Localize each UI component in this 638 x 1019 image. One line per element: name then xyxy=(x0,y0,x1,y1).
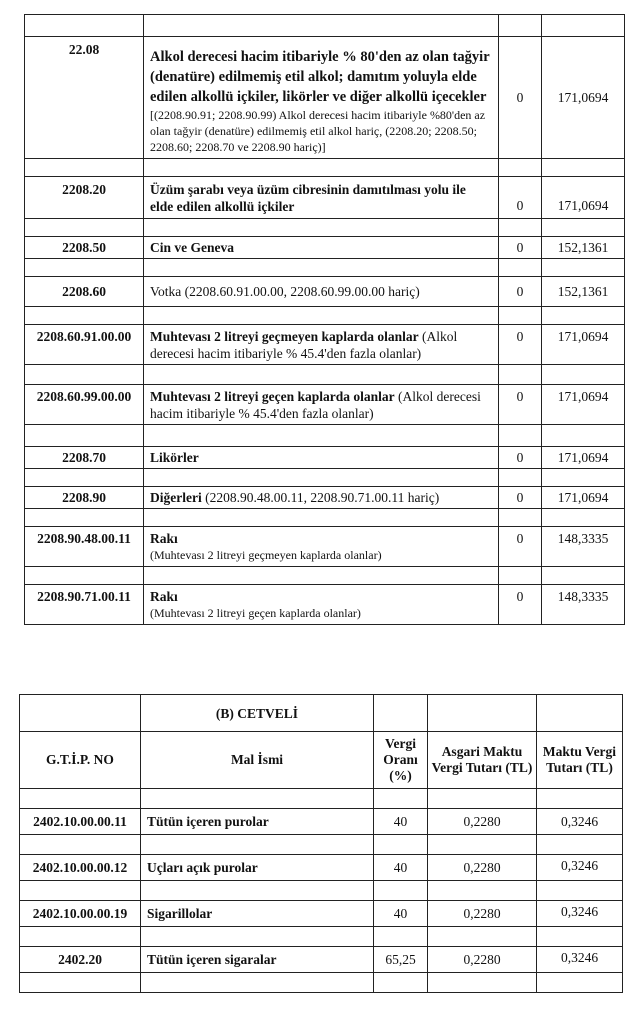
gtip-code: 22.08 xyxy=(25,37,144,159)
item-name-bold: Diğerleri xyxy=(150,490,202,505)
tax-rate: 0 xyxy=(499,37,542,159)
gtip-code: 2208.70 xyxy=(25,447,144,469)
tax-amount: 171,0694 xyxy=(542,447,625,469)
table-row xyxy=(25,277,625,307)
table-header-row xyxy=(20,732,623,789)
table-row-spacer xyxy=(25,159,625,177)
fixed-tax: 0,3246 xyxy=(537,809,623,835)
table-row-spacer xyxy=(20,789,623,809)
table-row xyxy=(25,325,625,365)
tariff-table-b xyxy=(19,694,623,993)
item-name xyxy=(144,585,499,625)
table-row-spacer xyxy=(25,259,625,277)
gtip-code: 2208.60.99.00.00 xyxy=(25,385,144,425)
header-gtip-no: G.T.İ.P. NO xyxy=(20,732,141,789)
gtip-code: 2208.50 xyxy=(25,237,144,259)
tax-rate: 65,25 xyxy=(374,947,428,973)
gtip-code: 2402.10.00.00.11 xyxy=(20,809,141,835)
item-name: Uçları açık purolar xyxy=(141,855,374,881)
fixed-tax: 0,3246 xyxy=(537,901,623,927)
item-name-bold: Rakı xyxy=(150,589,178,604)
min-fixed-tax: 0,2280 xyxy=(428,901,537,927)
gtip-code: 2402.10.00.00.12 xyxy=(20,855,141,881)
tax-rate: 40 xyxy=(374,901,428,927)
tax-amount: 152,1361 xyxy=(542,277,625,307)
gtip-code: 2402.20 xyxy=(20,947,141,973)
item-name-note: (Muhtevası 2 litreyi geçen kaplarda olanlar) xyxy=(150,606,361,620)
item-name-bold: Rakı xyxy=(150,531,178,546)
table-row xyxy=(25,585,625,625)
tax-rate: 0 xyxy=(499,385,542,425)
item-name xyxy=(144,37,499,159)
table-row xyxy=(25,237,625,259)
item-name: Tütün içeren purolar xyxy=(141,809,374,835)
table-row-spacer xyxy=(25,509,625,527)
tax-amount: 171,0694 xyxy=(542,37,625,159)
tax-amount: 171,0694 xyxy=(542,177,625,219)
gtip-code: 2402.10.00.00.19 xyxy=(20,901,141,927)
tax-rate: 0 xyxy=(499,527,542,567)
item-name-note: (Muhtevası 2 litreyi geçmeyen kaplarda olanlar) xyxy=(150,548,382,562)
table-row xyxy=(20,809,623,835)
tariff-table-a xyxy=(24,14,625,625)
header-tax-rate: Vergi Oranı (%) xyxy=(374,732,428,789)
table-row-spacer xyxy=(25,365,625,385)
header-item-name: Mal İsmi xyxy=(141,732,374,789)
gtip-code: 2208.20 xyxy=(25,177,144,219)
item-name-plain: (2208.90.48.00.11, 2208.90.71.00.11 hariç) xyxy=(205,490,440,505)
tax-rate: 40 xyxy=(374,855,428,881)
table-row xyxy=(25,177,625,219)
gtip-code: 2208.60.91.00.00 xyxy=(25,325,144,365)
table-row-spacer xyxy=(20,973,623,993)
item-name xyxy=(144,527,499,567)
tax-rate: 0 xyxy=(499,585,542,625)
min-fixed-tax: 0,2280 xyxy=(428,947,537,973)
table-title: (B) CETVELİ xyxy=(141,695,374,732)
tax-rate: 0 xyxy=(499,487,542,509)
table-title-row xyxy=(20,695,623,732)
header-min-fixed-tax: Asgari Maktu Vergi Tutarı (TL) xyxy=(428,732,537,789)
item-name: Votka (2208.60.91.00.00, 2208.60.99.00.00 hariç) xyxy=(144,277,499,307)
tax-rate: 40 xyxy=(374,809,428,835)
item-name-plain: (Alkol derecesi hacim itibariyle % 45.4'den fazla olanlar) xyxy=(150,329,458,361)
tax-amount: 171,0694 xyxy=(542,325,625,365)
table-row-spacer xyxy=(25,567,625,585)
table-row-spacer xyxy=(20,881,623,901)
table-row-spacer xyxy=(25,425,625,447)
tax-rate: 0 xyxy=(499,325,542,365)
gtip-code: 2208.90.71.00.11 xyxy=(25,585,144,625)
table-row-spacer xyxy=(25,15,625,37)
item-name-bold: Muhtevası 2 litreyi geçmeyen kaplarda olanlar xyxy=(150,329,419,344)
table-row xyxy=(20,901,623,927)
table-row xyxy=(25,37,625,159)
item-name: Tütün içeren sigaralar xyxy=(141,947,374,973)
gtip-code: 2208.60 xyxy=(25,277,144,307)
item-name: Üzüm şarabı veya üzüm cibresinin damıtılması yolu ile elde edilen alkollü içkiler xyxy=(144,177,499,219)
item-name-note: [(2208.90.91; 2208.90.99) Alkol derecesi hacim itibariyle %80'den az olan tağyir (denatüre) edilmemiş etil alkol hariç, (2208.20; 2208.50; 2208.60; 2208.70 ve 2208.90 hariç)] xyxy=(150,108,486,154)
tax-rate: 0 xyxy=(499,237,542,259)
item-name: Cin ve Geneva xyxy=(144,237,499,259)
tax-amount: 171,0694 xyxy=(542,385,625,425)
item-name: Likörler xyxy=(144,447,499,469)
tax-amount: 148,3335 xyxy=(542,527,625,567)
fixed-tax: 0,3246 xyxy=(537,855,623,881)
tax-amount: 171,0694 xyxy=(542,487,625,509)
item-name xyxy=(144,325,499,365)
tax-rate: 0 xyxy=(499,177,542,219)
item-name-plain: (Alkol derecesi hacim itibariyle % 45.4'den fazla olanlar) xyxy=(150,389,481,421)
tax-rate: 0 xyxy=(499,277,542,307)
item-name xyxy=(144,385,499,425)
table-row xyxy=(20,855,623,881)
min-fixed-tax: 0,2280 xyxy=(428,809,537,835)
table-row xyxy=(25,487,625,509)
tax-amount: 152,1361 xyxy=(542,237,625,259)
item-name xyxy=(144,487,499,509)
gtip-code: 2208.90 xyxy=(25,487,144,509)
item-name: Sigarillolar xyxy=(141,901,374,927)
table-row-spacer xyxy=(25,307,625,325)
header-fixed-tax: Maktu Vergi Tutarı (TL) xyxy=(537,732,623,789)
table-row-spacer xyxy=(25,469,625,487)
item-name-bold: Alkol derecesi hacim itibariyle % 80'den az olan tağyir (denatüre) edilmemiş etil alkol; damıtım yoluyla elde edilen alkollü içkiler, likörler ve diğer alkollü içecekler xyxy=(150,49,490,105)
table-row-spacer xyxy=(20,927,623,947)
min-fixed-tax: 0,2280 xyxy=(428,855,537,881)
fixed-tax: 0,3246 xyxy=(537,947,623,973)
tax-amount: 148,3335 xyxy=(542,585,625,625)
table-row xyxy=(20,947,623,973)
gtip-code: 2208.90.48.00.11 xyxy=(25,527,144,567)
table-row xyxy=(25,385,625,425)
table-row-spacer xyxy=(25,219,625,237)
item-name-bold: Muhtevası 2 litreyi geçen kaplarda olanlar xyxy=(150,389,395,404)
table-row-spacer xyxy=(20,835,623,855)
tax-rate: 0 xyxy=(499,447,542,469)
table-row xyxy=(25,527,625,567)
table-row xyxy=(25,447,625,469)
